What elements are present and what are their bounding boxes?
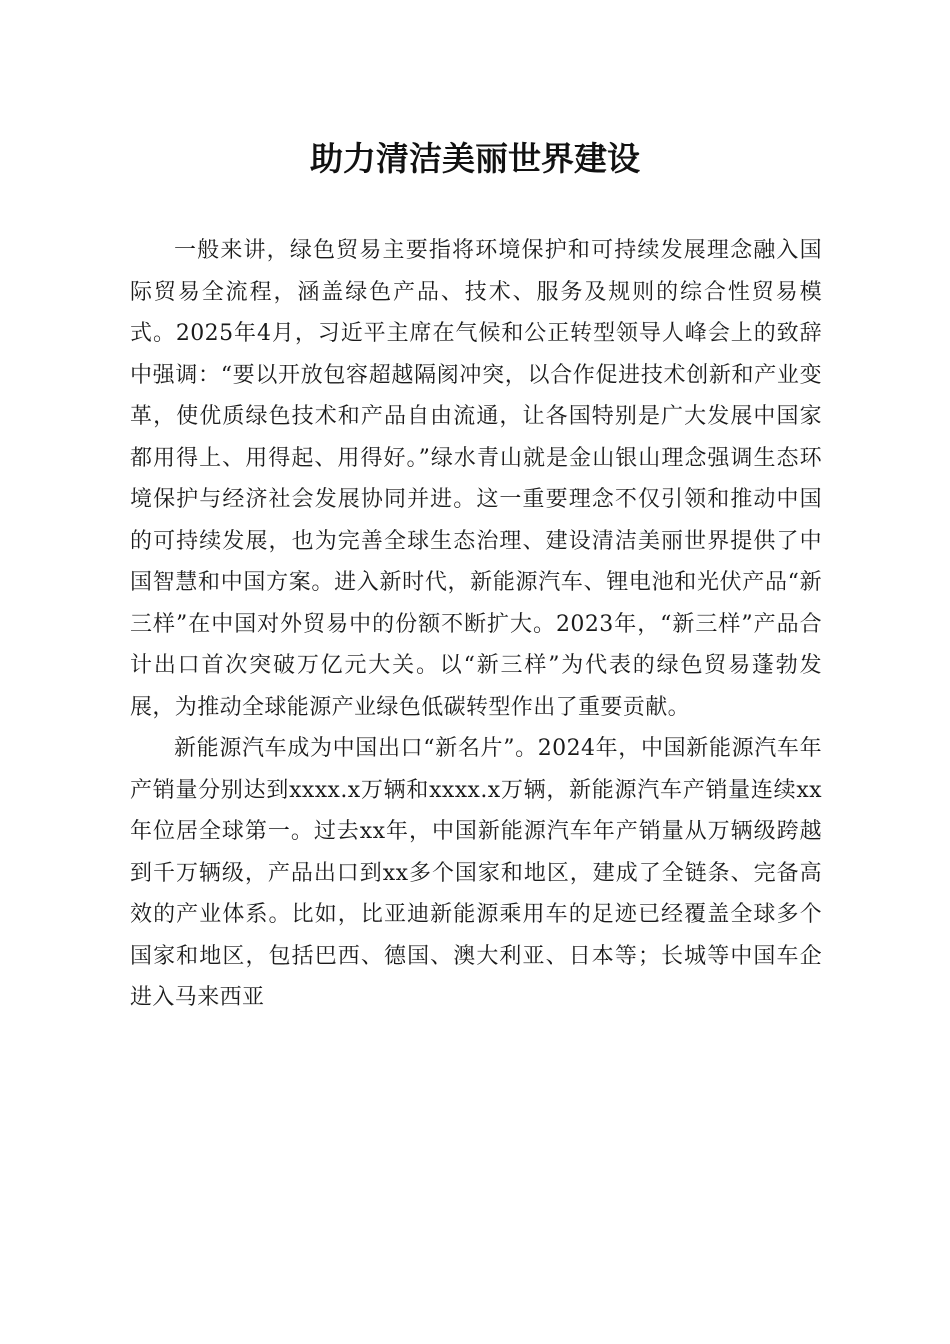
- paragraph-green-trade: 一般来讲，绿色贸易主要指将环境保护和可持续发展理念融入国际贸易全流程，涵盖绿色产品、技术、服务及规则的综合性贸易模式。2025年4月，习近平主席在气候和公正转型领导人峰会上的致辞中强调：“要以开放包容超越隔阂冲突，以合作促进技术创新和产业变革，使优质绿色技术和产品自由流通，让各国特别是广大发展中国家都用得上、用得起、用得好。”绿水青山就是金山银山理念强调生态环境保护与经济社会发展协同并进。这一重要理念不仅引领和推动中国的可持续发展，也为完善全球生态治理、建设清洁美丽世界提供了中国智慧和中国方案。进入新时代，新能源汽车、锂电池和光伏产品“新三样”在中国对外贸易中的份额不断扩大。2023年，“新三样”产品合计出口首次突破万亿元大关。以“新三样”为代表的绿色贸易蓬勃发展，为推动全球能源产业绿色低碳转型作出了重要贡献。: [130, 238, 822, 720]
- document-body: [130, 230, 822, 1019]
- document-title: 助力清洁美丽世界建设: [310, 139, 640, 178]
- paragraph-new-energy-vehicles: 新能源汽车成为中国出口“新名片”。2024年，中国新能源汽车年产销量分别达到xxxx.x万辆和xxxx.x万辆，新能源汽车产销量连续xx年位居全球第一。过去xx年，中国新能源汽车年产销量从万辆级跨越到千万辆级，产品出口到xx多个国家和地区，建成了全链条、完备高效的产业体系。比如，比亚迪新能源乘用车的足迹已经覆盖全球多个国家和地区，包括巴西、德国、澳大利亚、日本等；长城等中国车企进入马来西亚: [130, 736, 822, 1010]
